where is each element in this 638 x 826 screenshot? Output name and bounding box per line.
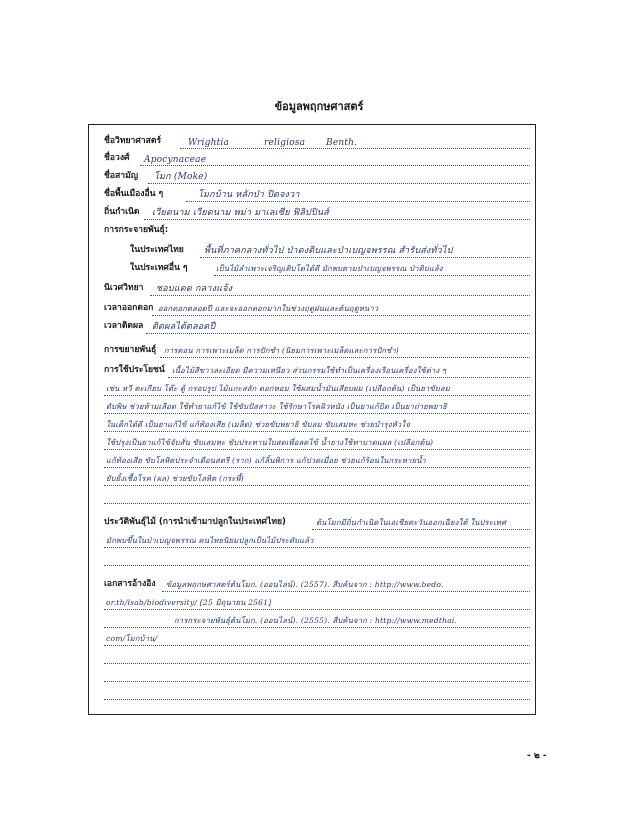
family-value: Apocynaceae — [144, 155, 207, 165]
uses-row — [104, 454, 530, 468]
scientific-name-genus: Wrightia — [188, 138, 230, 148]
dotted-line — [140, 165, 530, 166]
dotted-line — [146, 333, 530, 334]
flowering-row — [104, 302, 530, 316]
distribution-other-value: เป็นไม้ลำเพาะเจริญเติบโตได้ดี มักพบตามป่าเบญจพรรณ ป่าดิบแล้ง — [216, 264, 443, 273]
uses-line: ใช้ปรุงเป็นยาแก้ไข้จับสั่น ขับเสมหะ ขับประทานใบสดเพื่อลดไข้ น้ำยางใช้ทาบาดแผล (เปลือกต้น) — [106, 438, 434, 447]
scientific-name-label: ชื่อวิทยาศาสตร์ — [104, 136, 162, 146]
ecology-value: ชอบแดด กลางแจ้ง — [156, 284, 233, 294]
import-history-line: มักพบขึ้นในป่าเบญจพรรณ คนไทยนิยมปลูกเป็นไม้ประดับแล้ว — [106, 536, 314, 545]
dotted-line — [104, 467, 530, 468]
references-line: or.th/lsab/biodiversity/ [25 มิถุนายน 2561] — [106, 598, 272, 607]
uses-row — [104, 364, 530, 378]
dotted-line — [104, 503, 530, 504]
scientific-name-author: Benth. — [326, 138, 358, 148]
dotted-line — [162, 591, 530, 592]
dotted-line — [160, 357, 530, 358]
dotted-line — [104, 681, 530, 682]
references-row — [104, 668, 530, 682]
uses-line: เนื้อไม้สีขาวละเอียด มีความเหนียว ส่วนกรรมใช้ทำเป็นเครื่องเรือนเครื่องใช้ต่าง ๆ — [172, 366, 447, 375]
common-name-value: โมก (Moke) — [154, 172, 208, 182]
references-label: เอกสารอ้างอิง — [104, 579, 156, 589]
references-row — [104, 650, 530, 664]
origin-value: เวียดนาม เวียดนาม พม่า มาเลเซีย ฟิลิปปินส์ — [152, 208, 329, 218]
dotted-line — [104, 395, 530, 396]
common-name-label: ชื่อสามัญ — [104, 171, 139, 181]
dotted-line — [104, 449, 530, 450]
propagation-row — [104, 344, 530, 358]
ecology-row — [104, 282, 530, 296]
references-row — [104, 596, 530, 610]
uses-line: ในเด็กได้ดี เป็นยาแก้ไข้ แก้ท้องเสีย (เมล็ด) ช่วยขับพยาธิ ขับลม ขับเสมหะ ช่วยบำรุงหัวใจ — [106, 420, 410, 429]
fruiting-value: ติดผลได้ตลอดปี — [152, 322, 216, 332]
origin-label: ถิ่นกำเนิด — [104, 207, 140, 217]
other-names-value: โมกบ้าน หลักป่า ปิดจงวา — [198, 190, 300, 200]
references-line: การกระจายพันธุ์ต้นโมก. (ออนไลน์). (2555). สืบค้นจาก : http://www.medthai. — [174, 616, 458, 625]
dotted-line — [148, 183, 530, 184]
references-line: ข้อมูลพฤกษศาสตร์ต้นโมก. (ออนไลน์). (2557). สืบค้นจาก : http://www.bedo. — [166, 580, 444, 589]
dotted-line — [104, 663, 530, 664]
scientific-name-row — [104, 135, 530, 149]
dotted-line — [144, 219, 530, 220]
dotted-line — [104, 627, 530, 628]
dotted-line — [200, 257, 530, 258]
import-history-row — [104, 516, 530, 530]
dotted-line — [104, 699, 530, 700]
distribution-thailand-value: พื้นที่ภาคกลางทั่วไป ป่าดงดิบและป่าเบญจพรรณ สำรับส่งทั่วไป — [204, 246, 453, 256]
distribution-header-row — [104, 224, 530, 238]
dotted-line — [186, 201, 530, 202]
dotted-line — [214, 275, 530, 276]
fruiting-label: เวลาติดผล — [104, 321, 144, 331]
uses-line: ดับพิษ ช่วยห้ามเลือด ใช้ทำยาแก้ไข้ ใช้ขับปัสสาวะ ใช้รักษาโรคผิวหนัง เป็นยาแก้บิด เป็นยาถ่ายพยาธิ — [106, 402, 448, 411]
page-number: - ๒ - — [527, 751, 547, 761]
fruiting-row — [104, 320, 530, 334]
family-row — [104, 152, 530, 166]
references-row — [104, 686, 530, 700]
references-row — [104, 632, 530, 646]
distribution-other-label: ในประเทศอื่น ๆ — [130, 263, 188, 273]
other-names-row — [104, 188, 530, 202]
ecology-label: นิเวศวิทยา — [104, 283, 144, 293]
page-title: ข้อมูลพฤกษศาสตร์ — [274, 100, 364, 113]
uses-row — [104, 472, 530, 486]
references-row — [104, 614, 530, 628]
uses-row — [104, 382, 530, 396]
flowering-label: เวลาออกดอก — [104, 303, 154, 313]
distribution-thailand-label: ในประเทศไทย — [130, 245, 184, 255]
uses-row — [104, 400, 530, 414]
dotted-line — [180, 148, 530, 149]
dotted-line — [312, 529, 530, 530]
distribution-other-row — [104, 262, 530, 276]
flowering-value: ออกดอกตลอดปี และจะออกดอกมากในช่วงฤดูฝนและต้นฤดูหนาว — [158, 304, 379, 313]
dotted-line — [104, 645, 530, 646]
uses-line: เช่น หวี ตะเกียบ โต๊ะ ตู้ กรอบรูป ไม้แกะสลัก ดอกหอม ใช้ผสมน้ำมันเสียบผม (เปลือกต้น) เป็นยาขับลม — [106, 384, 450, 393]
scientific-name-species: religiosa — [264, 138, 306, 148]
propagation-label: การขยายพันธุ์ — [104, 345, 157, 355]
other-names-label: ชื่อพื้นเมืองอื่น ๆ — [104, 189, 164, 199]
family-label: ชื่อวงศ์ — [104, 153, 130, 163]
dotted-line — [104, 485, 530, 486]
import-history-label: ประวัติพันธุ์ไม้ (การนำเข้ามาปลูกในประเทศไทย) — [104, 517, 286, 527]
dotted-line — [152, 315, 530, 316]
uses-row — [104, 436, 530, 450]
dotted-line — [104, 413, 530, 414]
dotted-line — [104, 609, 530, 610]
origin-row — [104, 206, 530, 220]
import-history-row — [104, 552, 530, 566]
uses-line: แก้ท้องเสีย ขับโลหิตประจำเดือนสตรี (ราก) แก้ลิ้นพิการ แก้ปวดเมื่อย ช่วยแก้ร้อนในกระหายน้ำ — [106, 456, 426, 465]
references-row — [104, 578, 530, 592]
import-history-line: ต้นโมกมีถิ่นกำเนิดในเอเชียตะวันออกเฉียงใต้ ในประเทศ — [316, 518, 507, 527]
uses-label: การใช้ประโยชน์ — [104, 365, 165, 375]
dotted-line — [150, 295, 530, 296]
dotted-line — [104, 431, 530, 432]
references-line: com/โมกบ้าน/ — [106, 634, 158, 643]
uses-row — [104, 490, 530, 504]
dotted-line — [104, 547, 530, 548]
propagation-value: การตอน การเพาะเมล็ด การปักชำ (นิยมการเพาะเมล็ดและการปักชำ) — [164, 346, 399, 355]
dotted-line — [104, 565, 530, 566]
import-history-row — [104, 534, 530, 548]
distribution-thailand-row — [104, 244, 530, 258]
common-name-row — [104, 170, 530, 184]
dotted-line — [168, 377, 530, 378]
uses-row — [104, 418, 530, 432]
distribution-label: การกระจายพันธุ์: — [104, 225, 169, 235]
uses-line: ยับยั้งเชื้อโรค (ผล) ช่วยขับโลหิต (กระพี้) — [106, 474, 244, 483]
